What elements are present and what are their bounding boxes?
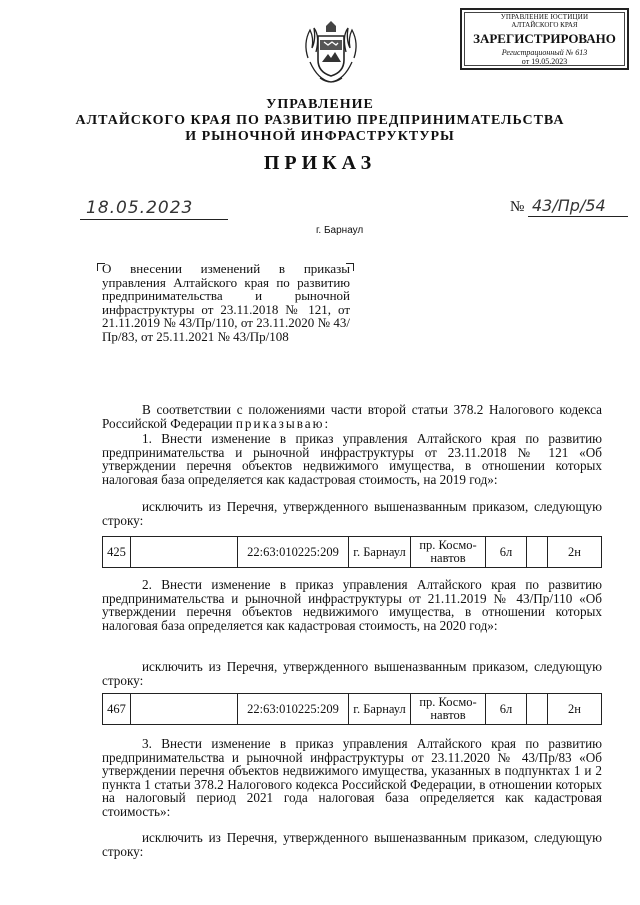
cell-city: г. Барнаул xyxy=(349,694,411,725)
preamble-text: В соответствии с положениями части второй статьи 378.2 Налогового кодекса Российской Федерации xyxy=(102,402,602,431)
cell-room: 2н xyxy=(548,537,602,568)
preamble xyxy=(102,403,602,430)
cell-street: пр. Космо-навтов xyxy=(411,694,486,725)
cell-house: 6л xyxy=(486,537,527,568)
stamp-reg-date: от 19.05.2023 xyxy=(521,57,568,66)
subject: О внесении изменений в приказы управления Алтайского края по развитию предпринимательства и рыночной инфраструктуры от 23.11.2018 № 121, от 21.11.2019 № 43/Пр/110, от 23.11.2020 № 43/Пр/83, от 25.11.2021 № 43/Пр/108 xyxy=(102,261,350,344)
stamp-reg-number: Регистрационный № 613 xyxy=(501,48,588,57)
registration-stamp xyxy=(460,8,629,70)
cell-num: 467 xyxy=(103,694,131,725)
stamp-line2: АЛТАЙСКОГО КРАЯ xyxy=(511,21,578,29)
cell-street: пр. Космо-навтов xyxy=(411,537,486,568)
item-1: 1. Внести изменение в приказ управления Алтайского края по развитию предпринимательства и рыночной инфраструктуры от 23.11.2018 № 121 «Об утверждении перечня объектов недвижимого имущества, в отношении которых налоговая база определяется как кадастровая стоимость, на 2019 год»: xyxy=(102,431,602,487)
org-line3: И РЫНОЧНОЙ ИНФРАСТРУКТУРЫ xyxy=(185,129,455,144)
cell-blank xyxy=(131,694,238,725)
cell-blank xyxy=(131,537,238,568)
date-underline xyxy=(80,219,228,220)
excerpt-table-2 xyxy=(102,693,602,725)
document-date: 18.05.2023 xyxy=(86,198,194,218)
preamble-order: приказываю: xyxy=(235,415,331,431)
cell-house: 6л xyxy=(486,694,527,725)
cell-num: 425 xyxy=(103,537,131,568)
number-label: № xyxy=(510,199,525,215)
table-row xyxy=(103,537,602,568)
item-3: 3. Внести изменение в приказ управления Алтайского края по развитию предпринимательства и рыночной инфраструктуры от 23.11.2020 № 43/Пр/83 «Об утверждении перечня объектов недвижимого имущества, указанных в подпунктах 1 и 2 пункта 1 статьи 378.2 Налогового кодекса Российской Федерации, в отношении которых на налоговый период 2021 года налоговая база определяется как кадастровая стоимость»: xyxy=(102,736,602,819)
org-line1: УПРАВЛЕНИЕ xyxy=(266,97,374,112)
cell-blank2 xyxy=(527,537,548,568)
exclude-2: исключить из Перечня, утвержденного вышеназванным приказом, следующую строку: xyxy=(102,659,602,688)
exclude-3: исключить из Перечня, утвержденного вышеназванным приказом, следующую строку: xyxy=(102,830,602,859)
stamp-status: ЗАРЕГИСТРИРОВАНО xyxy=(473,31,616,46)
cell-cadastral: 22:63:010225:209 xyxy=(238,694,349,725)
city: г. Барнаул xyxy=(316,225,364,236)
document-number: 43/Пр/54 xyxy=(532,196,606,215)
altai-krai-coat-of-arms-icon xyxy=(298,18,364,88)
excerpt-table-1 xyxy=(102,536,602,568)
organization-name xyxy=(40,97,600,145)
org-line2: АЛТАЙСКОГО КРАЯ ПО РАЗВИТИЮ ПРЕДПРИНИМАТЕЛЬСТВА xyxy=(75,113,565,128)
item-2: 2. Внести изменение в приказ управления Алтайского края по развитию предпринимательства и рыночной инфраструктуры от 21.11.2019 № 43/Пр/110 «Об утверждении перечня объектов недвижимого имущества, в отношении которых налоговая база определяется как кадастровая стоимость, на 2020 год»: xyxy=(102,577,602,633)
document-type: ПРИКАЗ xyxy=(263,152,377,174)
exclude-1: исключить из Перечня, утвержденного вышеназванным приказом, следующую строку: xyxy=(102,499,602,528)
table-row xyxy=(103,694,602,725)
cell-city: г. Барнаул xyxy=(349,537,411,568)
stamp-line1: УПРАВЛЕНИЕ ЮСТИЦИИ xyxy=(500,13,589,21)
cell-cadastral: 22:63:010225:209 xyxy=(238,537,349,568)
cell-room: 2н xyxy=(548,694,602,725)
cell-blank2 xyxy=(527,694,548,725)
number-underline xyxy=(528,216,628,217)
